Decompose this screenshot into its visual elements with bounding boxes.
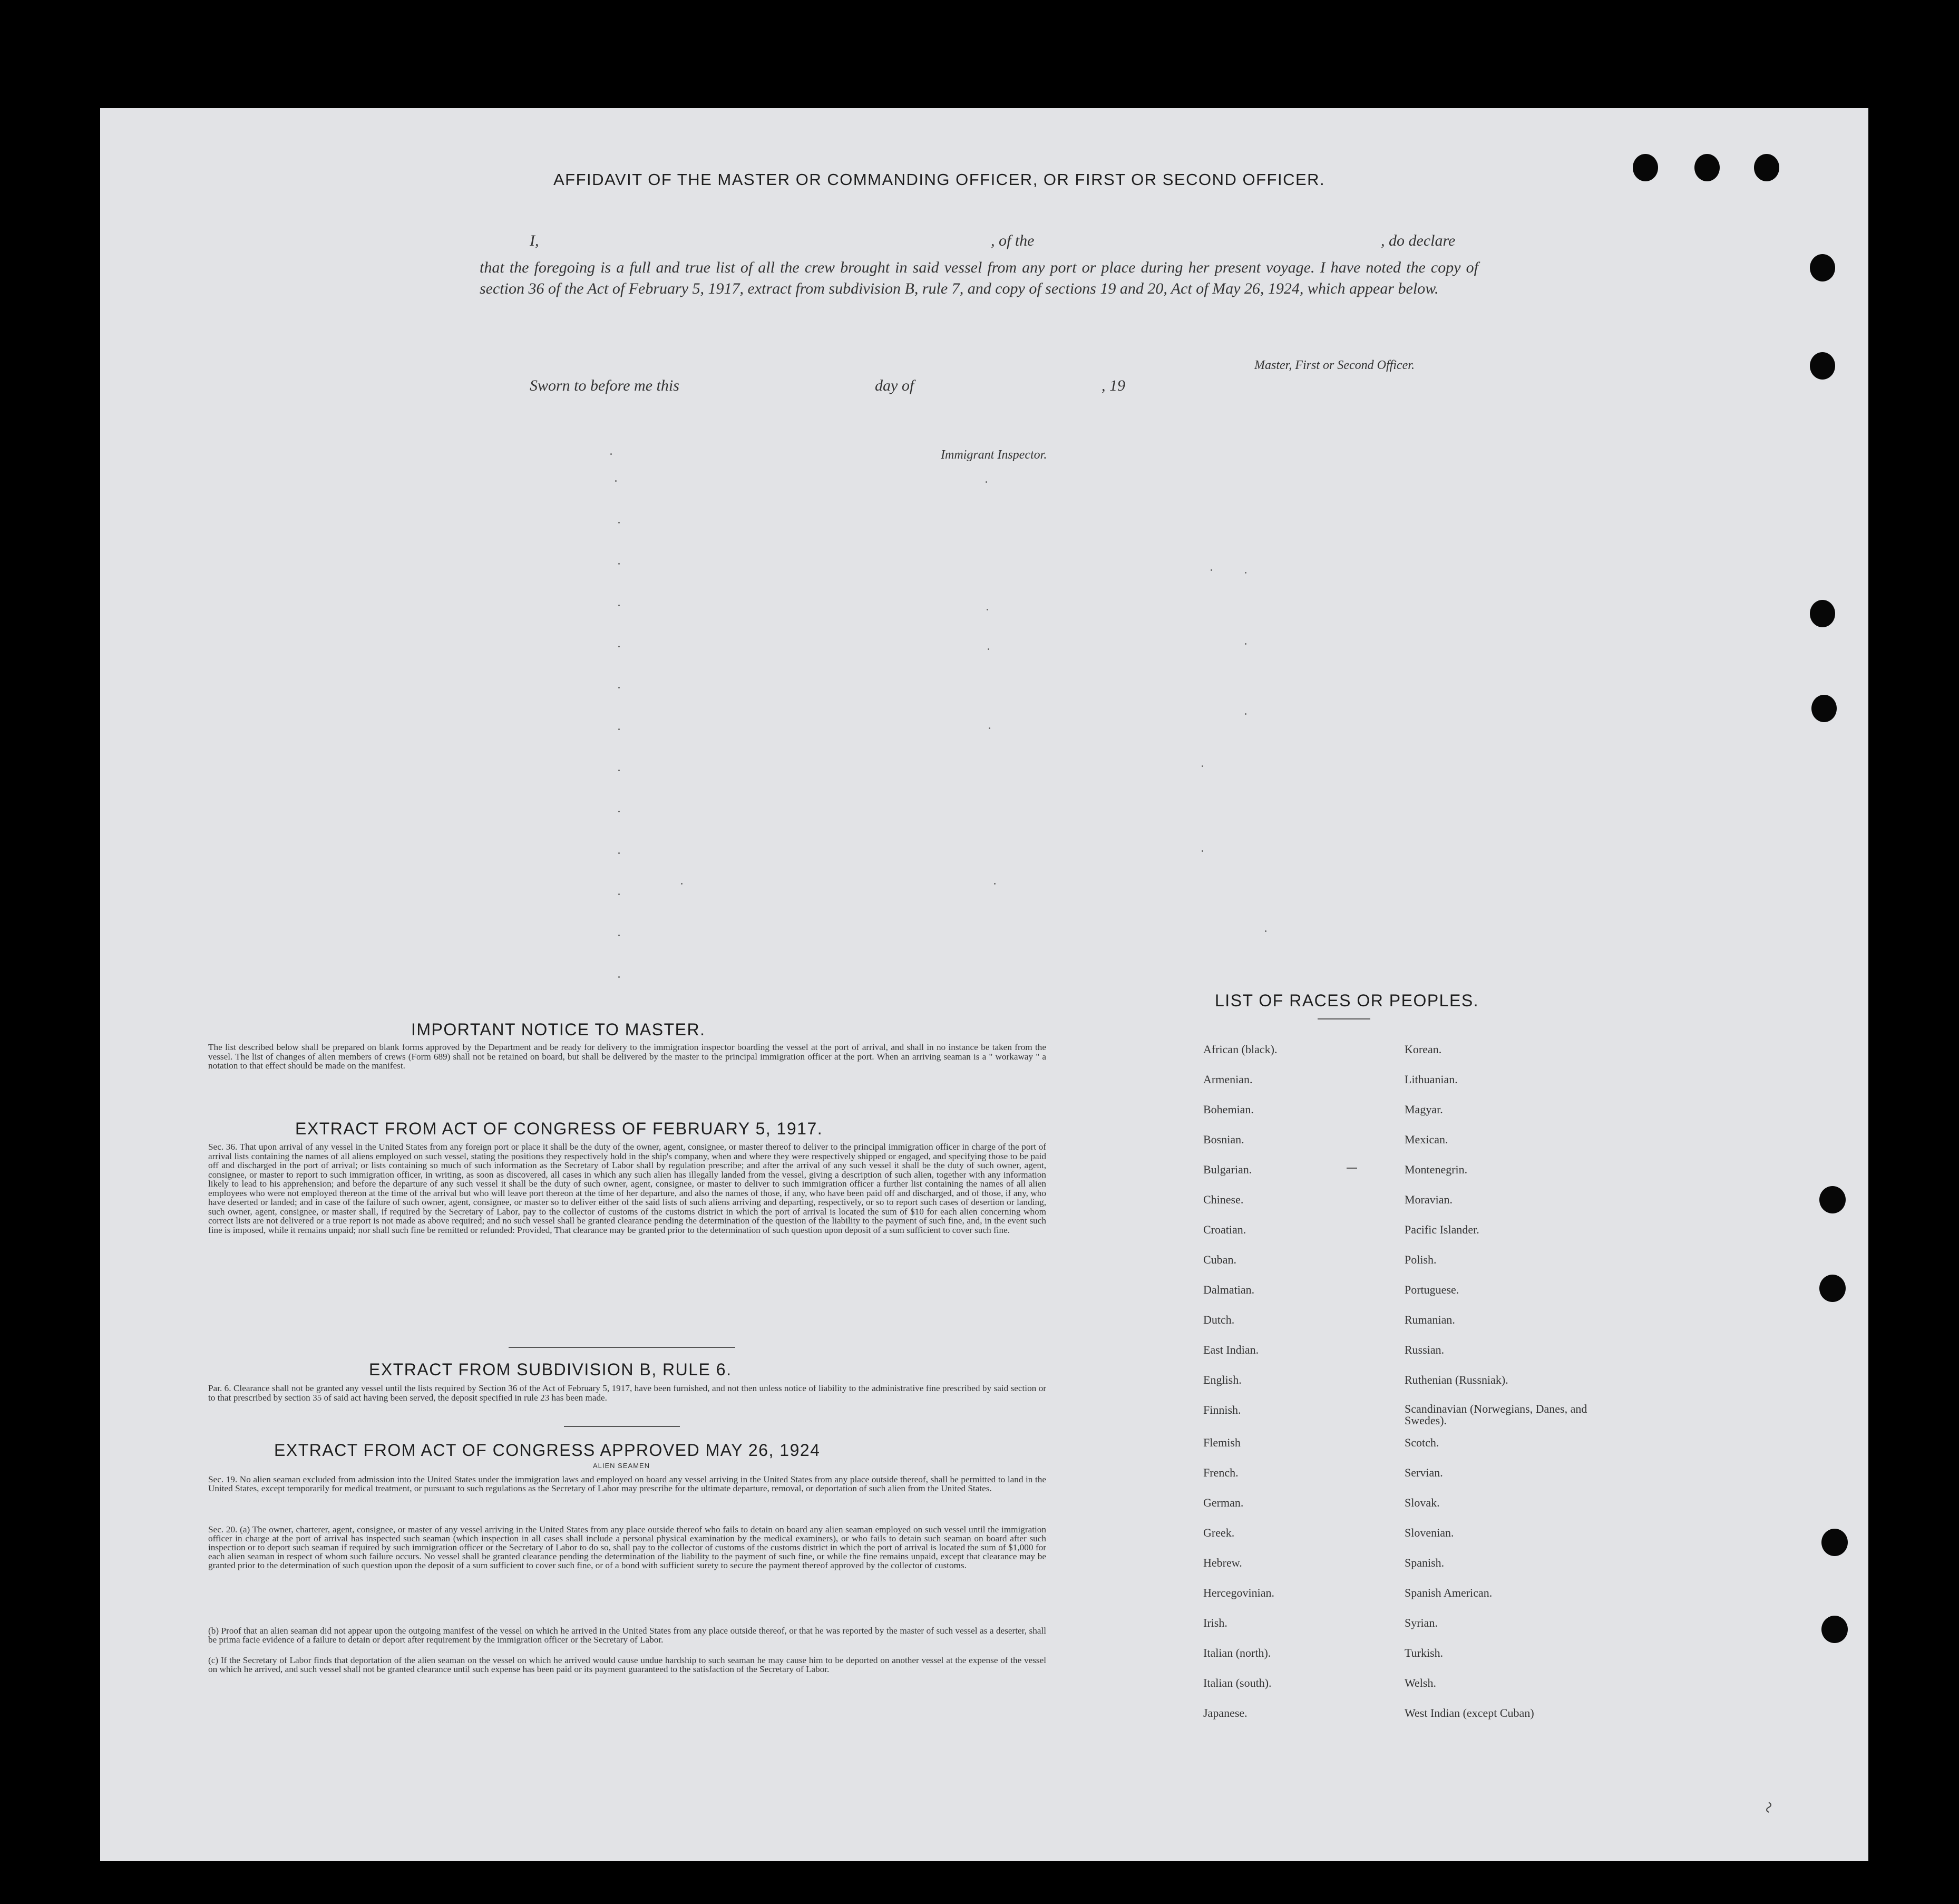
race-item: Slovak. — [1405, 1496, 1440, 1509]
binder-hole — [1819, 1275, 1846, 1302]
alien-seamen-subtitle: ALIEN SEAMEN — [593, 1462, 650, 1470]
race-item: Italian (north). — [1203, 1646, 1271, 1659]
form-mark — [1245, 643, 1246, 645]
race-item: Ruthenian (Russniak). — [1405, 1373, 1508, 1386]
race-item: Finnish. — [1203, 1403, 1241, 1416]
form-mark — [618, 522, 620, 523]
race-item: Lithuanian. — [1405, 1073, 1458, 1086]
binder-hole — [1821, 1616, 1848, 1643]
affidavit-i: I, — [530, 232, 539, 249]
race-item: Spanish American. — [1405, 1586, 1493, 1599]
race-item: Croatian. — [1203, 1223, 1246, 1236]
race-item: Turkish. — [1405, 1646, 1444, 1659]
race-item: Moravian. — [1405, 1193, 1453, 1206]
race-item: Slovenian. — [1405, 1526, 1454, 1539]
form-mark — [610, 453, 612, 455]
binder-hole — [1633, 154, 1658, 181]
race-item: Bosnian. — [1203, 1133, 1244, 1146]
race-item: Montenegrin. — [1405, 1163, 1468, 1176]
scan-mark — [1347, 1168, 1357, 1169]
race-item: Hebrew. — [1203, 1556, 1242, 1569]
race-item: Russian. — [1405, 1343, 1445, 1356]
race-item: Servian. — [1405, 1466, 1443, 1479]
race-item: Korean. — [1405, 1043, 1442, 1056]
race-item: Cuban. — [1203, 1253, 1236, 1266]
form-sheet — [100, 108, 1868, 1861]
form-mark — [618, 605, 620, 606]
form-mark — [618, 893, 620, 895]
year-label: , 19 — [1102, 377, 1125, 394]
binder-hole — [1810, 254, 1835, 281]
binder-hole — [1810, 352, 1835, 380]
binder-hole — [1811, 695, 1837, 722]
race-item: Portuguese. — [1405, 1283, 1459, 1296]
form-mark — [994, 883, 996, 885]
race-item: Hercegovinian. — [1203, 1586, 1274, 1599]
race-item: West Indian (except Cuban) — [1405, 1706, 1534, 1720]
inspector-label: Immigrant Inspector. — [941, 448, 1047, 462]
race-item: Pacific Islander. — [1405, 1223, 1479, 1236]
rule6-title: EXTRACT FROM SUBDIVISION B, RULE 6. — [369, 1360, 732, 1379]
form-mark — [618, 687, 620, 688]
form-mark — [988, 648, 989, 650]
divider — [1318, 1018, 1370, 1019]
sec20a-text: Sec. 20. (a) The owner, charterer, agent, consignee, or master of any vessel arriving in the United States from any place outside thereof who fails to detain on board any alien seaman employed on such vessel until the immigration officer in charge at the port of arrival has inspected such seaman (which inspection in all cases shall include a personal physical examination by the medical examiners), or who fails to detain such seaman on board after such inspection or to deport such seaman if required by such immigration officer or the Secretary of Labor to do so, shall pay to the collector of customs of the customs district in which the port of arrival is located the sum of $1,000 for each alien seaman in respect of whom such failure occurs. No vessel shall be granted clearance pending the determination of the liability to the payment of such fine, or while the fine remains unpaid, except that clearance may be granted prior to the determination of such question upon the deposit of a sum sufficient to cover such fine, or of a bond with sufficient surety to secure the payment thereof approved by the collector of customs. — [208, 1524, 1046, 1570]
race-item: Greek. — [1203, 1526, 1235, 1539]
form-mark — [1202, 850, 1203, 852]
sec20b-text: (b) Proof that an alien seaman did not appear upon the outgoing manifest of the vessel on which he arrived in the United States from any place outside thereof, or that he was reported by the master of such vessel as a deserter, shall be prima facie evidence of a failure to detain or deport after requirement by the immigration officer or the Secretary of Labor. — [208, 1626, 1046, 1645]
form-mark — [986, 481, 987, 483]
race-item: Spanish. — [1405, 1556, 1445, 1569]
race-item: Mexican. — [1405, 1133, 1448, 1146]
form-mark — [615, 480, 617, 482]
race-item: Bulgarian. — [1203, 1163, 1252, 1176]
divider — [509, 1347, 735, 1348]
form-mark — [681, 883, 683, 885]
divider — [564, 1426, 680, 1427]
race-item: African (black). — [1203, 1043, 1278, 1056]
rule6-text: Par. 6. Clearance shall not be granted any vessel until the lists required by Section 36 of the Act of February 5, 1917, have been furnished, and not then unless notice of liability to the administrative fine prescribed by said section or to that prescribed by section 35 of said act having been served, the deposit specified in rule 23 has been made. — [208, 1383, 1046, 1403]
race-item: Syrian. — [1405, 1616, 1438, 1629]
form-mark — [618, 976, 620, 978]
binder-hole — [1694, 154, 1720, 181]
race-item: Italian (south). — [1203, 1676, 1272, 1689]
binder-hole — [1821, 1529, 1848, 1556]
race-item: Flemish — [1203, 1436, 1241, 1449]
day-of-label: day of — [875, 377, 914, 394]
form-mark — [1211, 569, 1212, 571]
form-mark — [1245, 572, 1246, 574]
binder-hole — [1819, 1186, 1846, 1213]
notice-title: IMPORTANT NOTICE TO MASTER. — [411, 1020, 706, 1039]
race-item: Chinese. — [1203, 1193, 1244, 1206]
form-mark — [1202, 765, 1203, 767]
form-mark — [618, 770, 620, 771]
race-item: Dalmatian. — [1203, 1283, 1255, 1296]
sec20c-text: (c) If the Secretary of Labor finds that deportation of the alien seaman on the vessel on which he arrived would cause undue hardship to such seaman he may cause him to be deported on another vessel at the expense of the vessel on which he arrived, and such vessel shall not be granted clearance until such expense has been paid or its payment guaranteed to the satisfaction of the Secretary of Labor. — [208, 1655, 1046, 1674]
extract-1917-text: Sec. 36. That upon arrival of any vessel in the United States from any foreign port or place it shall be the duty of the owner, agent, consignee, or master thereof to deliver to the principal immigration officer in charge of the port of arrival lists containing the names of all aliens employed on such vessel, stating the positions they respectively hold in the ship's company, when and where they were respectively shipped or engaged, and specifying those to be paid off and discharged in the port of arrival; or lists containing so much of such information as the Secretary of Labor shall by regulation prescribe; and after the arrival of any such vessel it shall be the duty of such owner, agent, consignee, or master to report to such immigration officer, in writing, as soon as discovered, all cases in which any such alien has illegally landed from the vessel, giving a description of such alien, together with any information likely to lead to his apprehension; and before the departure of any such vessel it shall be the duty of such owner, agent, consignee, or master to deliver to such immigration officer a further list containing the names of all alien employees who were not employed thereon at the time of the arrival but who will leave port thereon at the time of her departure, and also the names of those, if any, who have been paid off and discharged, and of those, if any, who have deserted or landed; and in case of the failure of such owner, agent, consignee, or master so to deliver either of the said lists of such aliens arriving and departing, respectively, or so to report such cases of desertion or landing, such owner, agent, consignee, or master shall, if required by the Secretary of Labor, pay to the collector of customs of the customs district in which the port of arrival is located the sum of $10 for each alien concerning whom correct lists are not delivered or a true report is not made as above required; and no such vessel shall be granted clearance pending the determination of the question of the liability to the payment of such fine, and, in the event such fine is imposed, while it remains unpaid; nor shall such fine be remitted or refunded: Provided, That clearance may be granted prior to the determination of such question upon deposit of a sum sufficient to cover such fine. — [208, 1142, 1046, 1235]
race-item: Rumanian. — [1405, 1313, 1455, 1326]
race-item: Irish. — [1203, 1616, 1227, 1629]
affidavit-body: that the foregoing is a full and true list of all the crew brought in said vessel from any port or place during her present voyage. I have noted the copy of section 36 of the Act of February 5, 1917, extract from subdivision B, rule 7, and copy of sections 19 and 20, Act of May 26, 1924, which appear below. — [480, 259, 1478, 297]
affidavit-title: AFFIDAVIT OF THE MASTER OR COMMANDING OFFICER, OR FIRST OR SECOND OFFICER. — [553, 170, 1326, 189]
race-item: Japanese. — [1203, 1706, 1247, 1720]
binder-hole — [1754, 154, 1779, 181]
handwritten-mark: ~ — [1755, 1798, 1782, 1817]
race-item: Welsh. — [1405, 1676, 1436, 1689]
affidavit-of-the: , of the — [991, 232, 1035, 249]
sworn-label: Sworn to before me this — [530, 377, 679, 394]
affidavit-do-declare: , do declare — [1381, 232, 1456, 249]
race-item: East Indian. — [1203, 1343, 1259, 1356]
form-mark — [618, 646, 620, 647]
race-item: English. — [1203, 1373, 1242, 1386]
race-item: Polish. — [1405, 1253, 1437, 1266]
extract-1924-title: EXTRACT FROM ACT OF CONGRESS APPROVED MAY 26, 1924 — [274, 1441, 821, 1460]
race-item: Scandinavian (Norwegians, Danes, and Swedes). — [1405, 1402, 1587, 1427]
form-mark — [618, 728, 620, 730]
race-item: Armenian. — [1203, 1073, 1253, 1086]
race-item: Bohemian. — [1203, 1103, 1254, 1116]
form-mark — [1245, 713, 1246, 715]
race-item: Magyar. — [1405, 1103, 1443, 1116]
form-mark — [618, 935, 620, 936]
race-item: German. — [1203, 1496, 1244, 1509]
races-title: LIST OF RACES OR PEOPLES. — [1215, 991, 1479, 1010]
race-item: Scotch. — [1405, 1436, 1439, 1449]
form-mark — [618, 811, 620, 812]
form-mark — [1265, 930, 1266, 932]
signature-label: Master, First or Second Officer. — [1254, 358, 1415, 372]
form-mark — [618, 852, 620, 854]
sec19-text: Sec. 19. No alien seaman excluded from admission into the United States under the immigration laws and employed on board any vessel arriving in the United States from any place outside thereof, shall be permitted to land in the United States, except temporarily for medical treatment, or pursuant to such regulations as the Secretary of Labor may prescribe for the ultimate departure, removal, or deportation of such alien from the United States. — [208, 1474, 1046, 1493]
race-item: Dutch. — [1203, 1313, 1235, 1326]
form-mark — [989, 727, 990, 729]
extract-1917-title: EXTRACT FROM ACT OF CONGRESS OF FEBRUARY 5, 1917. — [295, 1119, 823, 1138]
binder-hole — [1810, 600, 1835, 627]
race-item: French. — [1203, 1466, 1239, 1479]
notice-text: The list described below shall be prepared on blank forms approved by the Department and be ready for delivery to the immigration inspector boarding the vessel at the port of arrival, and shall in no instance be taken from the vessel. The list of changes of alien members of crews (Form 689) shall not be retained on board, but shall be delivered by the master to the principal immigration officer at the port. When an arriving seaman is a " workaway " a notation to that effect should be made on the manifest. — [208, 1042, 1046, 1071]
form-mark — [618, 563, 620, 565]
form-mark — [987, 609, 988, 610]
